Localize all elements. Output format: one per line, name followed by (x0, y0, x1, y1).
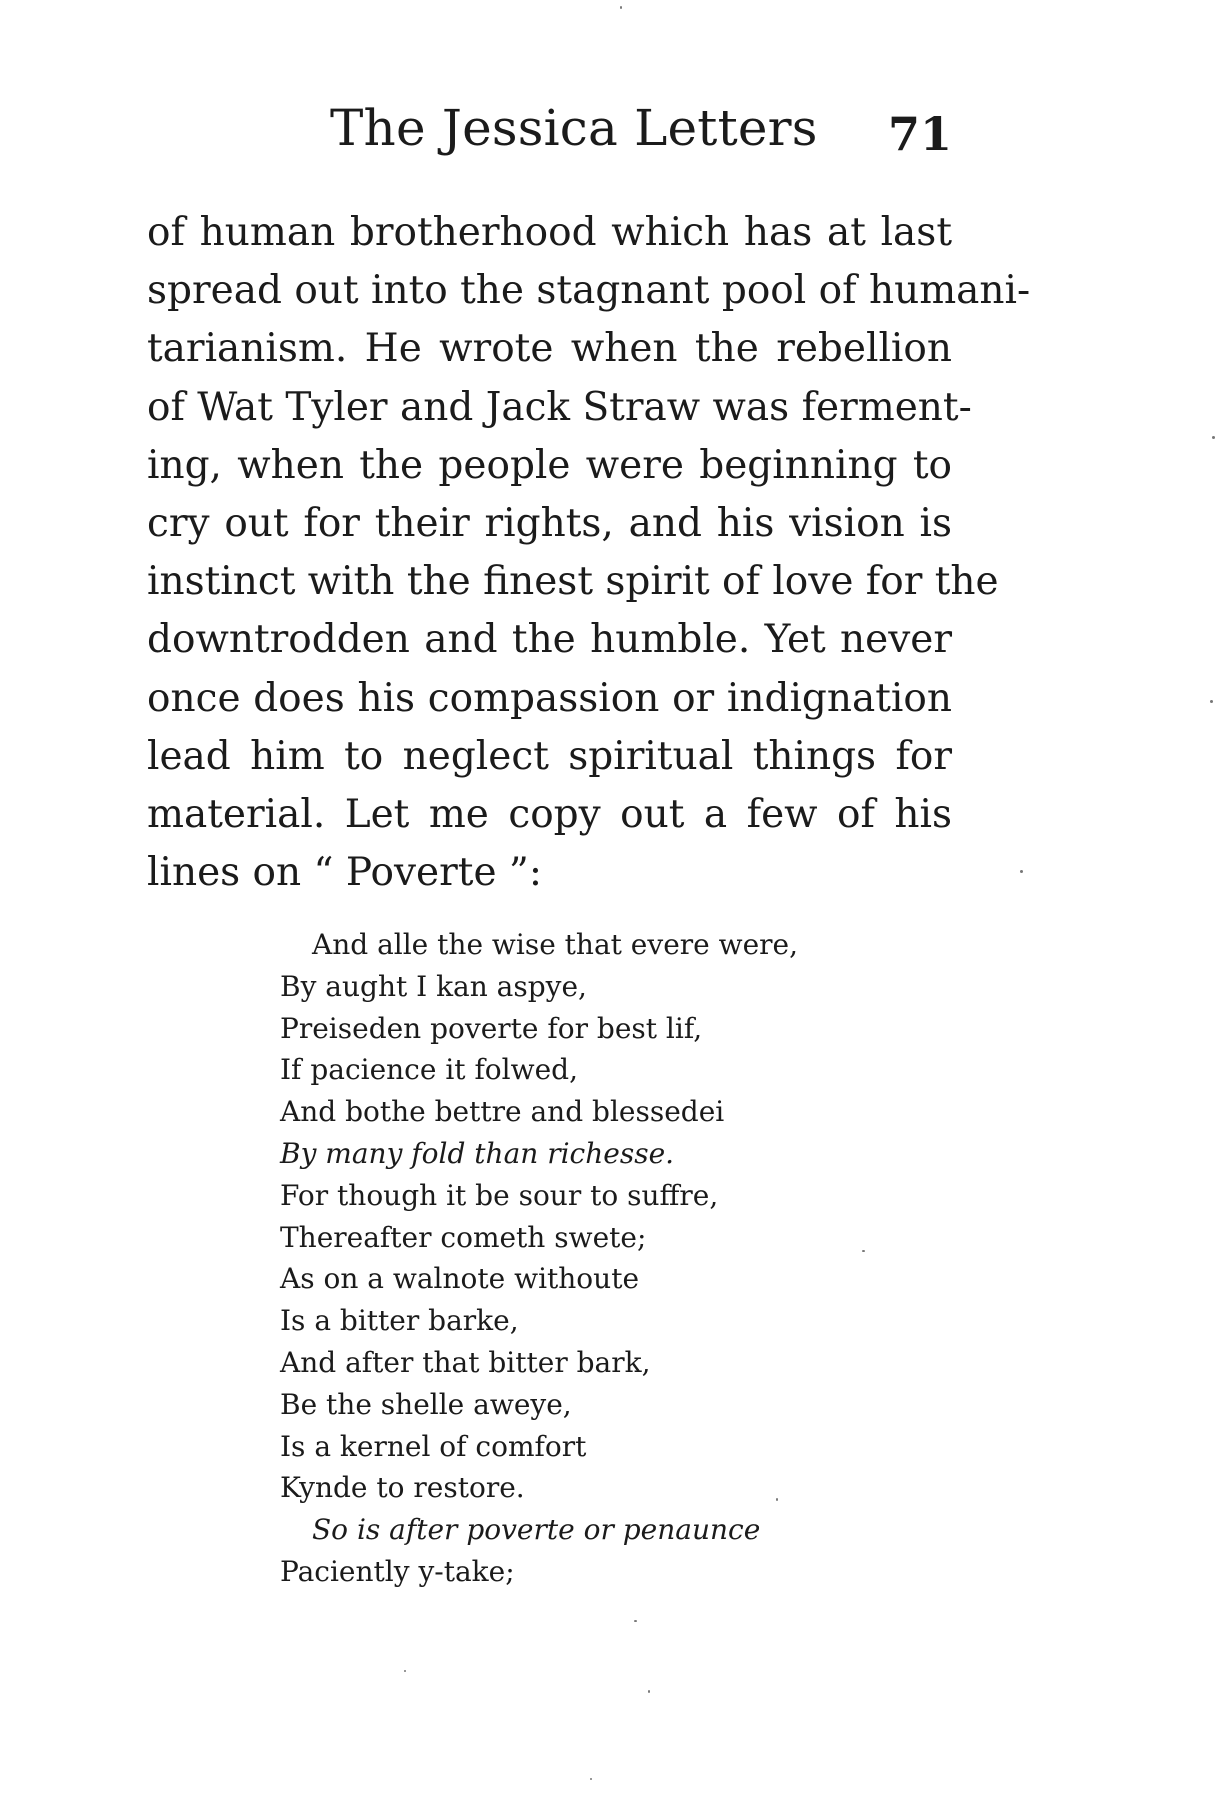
verse-line: For though it be sour to suffre, (280, 1178, 719, 1212)
scan-speck (1212, 436, 1215, 439)
prose-line: downtrodden and the humble. Yet never (147, 617, 952, 663)
scan-speck (620, 6, 622, 9)
prose-line: instinct with the finest spirit of love for the (147, 559, 999, 605)
scan-speck (648, 1690, 650, 1693)
verse-line: By many fold than richesse. (280, 1136, 675, 1170)
prose-line: once does his compassion or indignation (147, 675, 952, 721)
verse-line: And alle the wise that evere were, (312, 928, 799, 961)
scan-speck (634, 1620, 637, 1622)
scan-speck (862, 1250, 865, 1252)
body-paragraph (147, 204, 1031, 902)
verse-line: By aught I kan aspye, (280, 969, 587, 1003)
verse-line: And bothe bettre and blessedei (280, 1095, 725, 1129)
verse-line: Kynde to restore. (280, 1471, 525, 1505)
running-header-title: The Jessica Letters (330, 99, 818, 157)
scan-speck (404, 1670, 406, 1672)
prose-line: spread out into the stagnant pool of humani- (147, 268, 1031, 314)
prose-line: cry out for their rights, and his vision is (147, 500, 952, 546)
prose-line: ing, when the people were beginning to (147, 442, 952, 488)
verse-line: As on a walnote withoute (280, 1262, 640, 1296)
verse-line: Paciently y-take; (280, 1554, 515, 1588)
verse-line: And after that bitter bark, (280, 1345, 651, 1379)
verse-line: Is a kernel of comfort (280, 1429, 587, 1463)
prose-line: material. Let me copy out a few of his (147, 791, 952, 837)
scan-speck (1020, 870, 1023, 873)
prose-line: of Wat Tyler and Jack Straw was ferment- (147, 384, 972, 430)
verse-line: Thereafter cometh swete; (280, 1220, 647, 1254)
verse-line: Preiseden poverte for best lif, (280, 1011, 703, 1045)
prose-line: tarianism. He wrote when the rebellion (147, 326, 952, 372)
prose-line: lines on “ Poverte ”: (147, 850, 543, 896)
verse-line: So is after poverte or penaunce (312, 1513, 761, 1547)
page-number: 71 (888, 107, 953, 161)
prose-line: lead him to neglect spiritual things for (147, 733, 952, 779)
scan-speck (1210, 700, 1213, 703)
verse-line: Be the shelle aweye, (280, 1387, 572, 1421)
verse-line: Is a bitter barke, (280, 1304, 519, 1338)
verse-line: If pacience it folwed, (280, 1053, 578, 1087)
verse-quotation (280, 924, 798, 1593)
prose-line: of human brotherhood which has at last (147, 210, 952, 255)
scan-speck (776, 1498, 778, 1501)
scan-speck (590, 1778, 592, 1780)
